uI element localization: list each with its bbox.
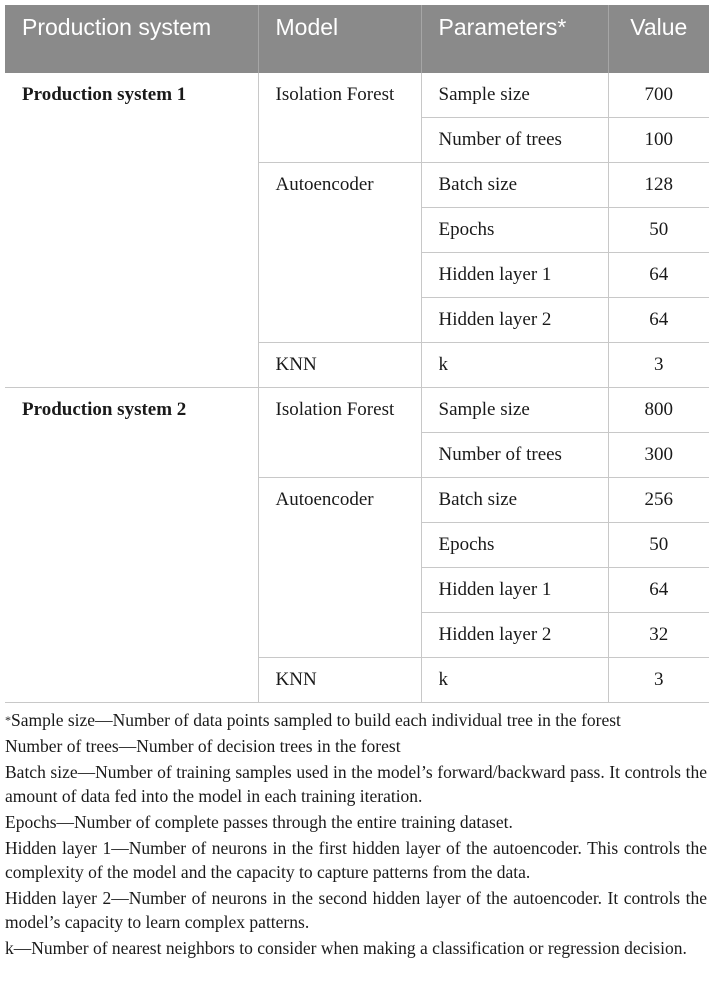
parameter-value: 700 (608, 73, 709, 118)
parameters-table-container (5, 5, 709, 703)
parameter-value: 3 (608, 658, 709, 703)
model-name: Autoencoder (258, 163, 421, 343)
parameter-name: Sample size (421, 388, 608, 433)
parameter-value: 64 (608, 253, 709, 298)
footnote: Hidden layer 1—Number of neurons in the first hidden layer of the autoencoder. This controls the complexity of the model and the capacity to capture patterns from the data. (5, 838, 707, 882)
parameter-value: 256 (608, 478, 709, 523)
parameter-name: Epochs (421, 523, 608, 568)
footnote: Hidden layer 2—Number of neurons in the second hidden layer of the autoencoder. It controls the model’s capacity to learn complex patterns. (5, 888, 707, 932)
table-row (5, 73, 709, 118)
parameter-value: 50 (608, 208, 709, 253)
parameters-table (5, 5, 709, 703)
parameter-value: 3 (608, 343, 709, 388)
parameter-value: 50 (608, 523, 709, 568)
system-name: Production system 2 (5, 388, 258, 703)
parameter-name: Batch size (421, 163, 608, 208)
footnote (5, 708, 707, 732)
footnote: Batch size—Number of training samples used in the model’s forward/backward pass. It controls the amount of data fed into the model in each training iteration. (5, 762, 707, 806)
footnote-asterisk: * (5, 713, 11, 727)
parameter-name: Hidden layer 1 (421, 253, 608, 298)
model-name: Isolation Forest (258, 388, 421, 478)
parameter-name: k (421, 658, 608, 703)
parameter-name: k (421, 343, 608, 388)
parameter-value: 800 (608, 388, 709, 433)
table-header-row (5, 5, 709, 73)
footnote: Epochs—Number of complete passes through the entire training dataset. (5, 812, 513, 832)
parameter-name: Number of trees (421, 118, 608, 163)
header-production-system: Production system (5, 5, 258, 73)
model-name: KNN (258, 343, 421, 388)
parameter-name: Epochs (421, 208, 608, 253)
header-parameters: Parameters* (421, 5, 608, 73)
table-footnotes (5, 708, 707, 962)
parameter-value: 64 (608, 298, 709, 343)
parameter-name: Hidden layer 2 (421, 613, 608, 658)
parameter-name: Hidden layer 2 (421, 298, 608, 343)
table-row (5, 388, 709, 433)
parameter-value: 32 (608, 613, 709, 658)
parameter-value: 128 (608, 163, 709, 208)
header-value: Value (608, 5, 709, 73)
model-name: Autoencoder (258, 478, 421, 658)
footnote: Number of trees—Number of decision trees in the forest (5, 736, 401, 756)
parameter-name: Batch size (421, 478, 608, 523)
parameter-value: 100 (608, 118, 709, 163)
footnote: k—Number of nearest neighbors to consider when making a classification or regression decision. (5, 938, 687, 958)
parameter-name: Hidden layer 1 (421, 568, 608, 613)
header-model: Model (258, 5, 421, 73)
parameter-name: Number of trees (421, 433, 608, 478)
parameter-value: 300 (608, 433, 709, 478)
system-name: Production system 1 (5, 73, 258, 388)
model-name: Isolation Forest (258, 73, 421, 163)
model-name: KNN (258, 658, 421, 703)
footnote-text: Sample size—Number of data points sampled to build each individual tree in the forest (11, 710, 621, 730)
parameter-name: Sample size (421, 73, 608, 118)
parameter-value: 64 (608, 568, 709, 613)
